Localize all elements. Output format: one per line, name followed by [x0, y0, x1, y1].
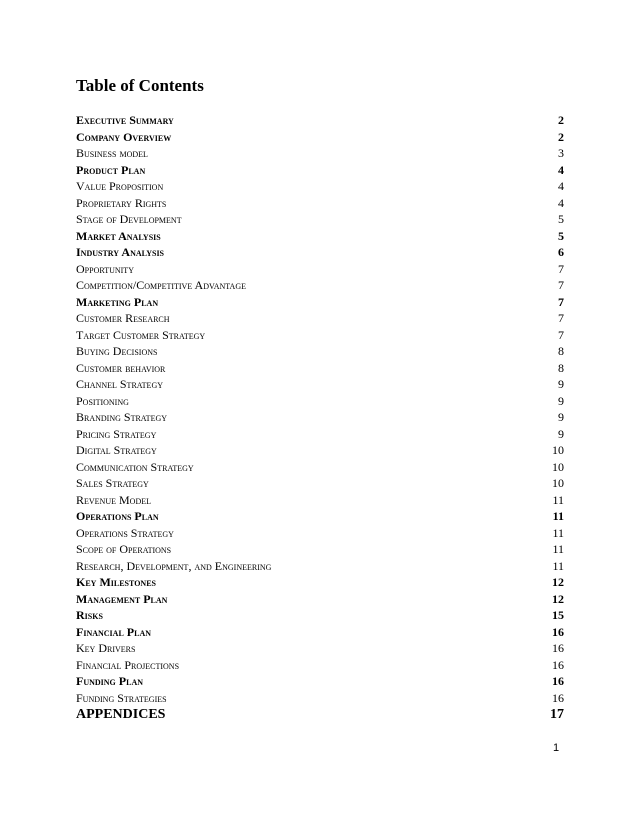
toc-entry-page-number: 11 — [552, 509, 564, 523]
toc-entry-label: Risks — [76, 608, 103, 622]
toc-entry-label: Customer Research — [76, 311, 170, 325]
toc-entry-page-number: 16 — [552, 624, 564, 639]
toc-entry-page-number: 10 — [552, 443, 564, 457]
toc-entry[interactable] — [76, 327, 564, 344]
toc-entry-label: Stage of Development — [76, 212, 182, 226]
toc-entry-page-number: 11 — [552, 492, 564, 507]
toc-entry-label: Customer behavior — [76, 360, 166, 375]
toc-entry-page-number: 16 — [552, 641, 564, 655]
toc-entry-page-number: 9 — [558, 426, 564, 441]
toc-entry[interactable] — [76, 129, 564, 146]
toc-entry-page-number: 11 — [552, 525, 564, 540]
toc-entry-label: Opportunity — [76, 261, 134, 276]
toc-entry-label: Pricing Strategy — [76, 426, 157, 441]
toc-entry-page-number: 9 — [558, 377, 564, 391]
toc-entry[interactable] — [76, 459, 564, 476]
toc-entry-page-number: 16 — [552, 657, 564, 672]
toc-entry[interactable] — [76, 525, 564, 542]
toc-entry[interactable] — [76, 277, 564, 294]
toc-entry-label: Revenue Model — [76, 492, 151, 507]
toc-entry[interactable] — [76, 574, 564, 591]
toc-entry[interactable] — [76, 690, 564, 707]
toc-entry-page-number: 10 — [552, 459, 564, 474]
toc-entry-label: Marketing Plan — [76, 294, 159, 309]
toc-entry[interactable] — [76, 607, 564, 624]
toc-entry-page-number: 8 — [558, 344, 564, 358]
toc-entry-label: Product Plan — [76, 162, 146, 177]
toc-entry-page-number: 11 — [552, 558, 564, 573]
toc-entry-page-number: 7 — [558, 294, 564, 309]
toc-entry[interactable] — [76, 195, 564, 212]
toc-entry-label: Competition/Competitive Advantage — [76, 278, 246, 292]
toc-entry-label: APPENDICES — [76, 707, 166, 722]
toc-entry[interactable] — [76, 657, 564, 674]
toc-entry[interactable] — [76, 244, 564, 261]
toc-entry[interactable] — [76, 558, 564, 575]
toc-entry[interactable] — [76, 508, 564, 525]
toc-entry-page-number: 10 — [552, 476, 564, 490]
toc-entry-label: Executive Summary — [76, 113, 174, 127]
toc-entry[interactable] — [76, 426, 564, 443]
toc-entry[interactable] — [76, 261, 564, 278]
toc-entry-label: Buying Decisions — [76, 344, 158, 358]
toc-entry-label: Company Overview — [76, 129, 172, 144]
toc-entry[interactable] — [76, 112, 564, 129]
toc-entry[interactable] — [76, 343, 564, 360]
toc-entry-label: Management Plan — [76, 591, 168, 606]
toc-entry[interactable] — [76, 145, 564, 162]
toc-entry-page-number: 7 — [558, 311, 564, 325]
toc-entry-page-number: 7 — [558, 327, 564, 342]
toc-entry-label: Digital Strategy — [76, 443, 157, 457]
toc-entry-label: Funding Strategies — [76, 690, 167, 705]
toc-entry-label: Positioning — [76, 393, 129, 408]
toc-entry-label: Proprietary Rights — [76, 195, 167, 210]
toc-entry[interactable] — [76, 706, 564, 724]
toc-entry-label: Financial Projections — [76, 657, 180, 672]
toc-entry[interactable] — [76, 640, 564, 657]
toc-entry-label: Research, Development, and Engineering — [76, 558, 272, 573]
toc-entry[interactable] — [76, 162, 564, 179]
toc-entry-page-number: 8 — [558, 360, 564, 375]
toc-entry-label: Operations Strategy — [76, 525, 174, 540]
toc-entry-page-number: 3 — [558, 146, 564, 160]
toc-entry[interactable] — [76, 475, 564, 492]
toc-entry-page-number: 11 — [552, 542, 564, 556]
toc-entry-page-number: 4 — [558, 195, 564, 210]
toc-entry-label: Market Analysis — [76, 228, 161, 243]
toc-entry-page-number: 16 — [552, 674, 564, 688]
toc-entry[interactable] — [76, 442, 564, 459]
toc-entry-page-number: 4 — [558, 179, 564, 193]
toc-entry-label: Key Drivers — [76, 641, 136, 655]
toc-entry-page-number: 15 — [552, 608, 564, 622]
toc-entry-page-number: 7 — [558, 261, 564, 276]
toc-entry[interactable] — [76, 376, 564, 393]
toc-entry-page-number: 9 — [558, 410, 564, 424]
toc-entry-label: Value Proposition — [76, 179, 164, 193]
toc-entry[interactable] — [76, 211, 564, 228]
toc-entry[interactable] — [76, 624, 564, 641]
toc-entry-label: Funding Plan — [76, 674, 143, 688]
toc-entry-label: Financial Plan — [76, 624, 151, 639]
toc-entry-label: Branding Strategy — [76, 410, 168, 424]
page-title: Table of Contents — [76, 76, 204, 95]
toc-entry[interactable] — [76, 541, 564, 558]
toc-entry[interactable] — [76, 492, 564, 509]
toc-entry-page-number: 12 — [552, 591, 564, 606]
toc-entry-page-number: 12 — [552, 575, 564, 589]
toc-entry[interactable] — [76, 409, 564, 426]
page-number: 1 — [553, 742, 560, 754]
toc-entry[interactable] — [76, 360, 564, 377]
toc-entry[interactable] — [76, 294, 564, 311]
toc-entry-label: Communication Strategy — [76, 459, 194, 474]
toc-entry-page-number: 16 — [552, 690, 564, 705]
toc-entry-page-number: 9 — [558, 393, 564, 408]
toc-entry-label: Industry Analysis — [76, 245, 165, 259]
toc-entry-label: Operations Plan — [76, 509, 159, 523]
toc-entry-label: Sales Strategy — [76, 476, 149, 490]
toc-entry-label: Target Customer Strategy — [76, 327, 206, 342]
toc-entry[interactable] — [76, 673, 564, 690]
toc-entry[interactable] — [76, 591, 564, 608]
toc-entry-page-number: 5 — [558, 228, 564, 243]
toc-entry[interactable] — [76, 393, 564, 410]
toc-entry-label: Key Milestones — [76, 575, 156, 589]
toc-entry-page-number: 6 — [558, 245, 564, 259]
toc-entry-page-number: 2 — [558, 129, 564, 144]
table-of-contents — [76, 112, 564, 724]
toc-entry[interactable] — [76, 228, 564, 245]
toc-entry-label: Scope of Operations — [76, 542, 172, 556]
toc-entry-label: Business model — [76, 146, 148, 160]
toc-entry-page-number: 2 — [558, 113, 564, 127]
toc-entry-page-number: 17 — [550, 707, 564, 722]
toc-entry[interactable] — [76, 178, 564, 195]
toc-entry[interactable] — [76, 310, 564, 327]
toc-entry-label: Channel Strategy — [76, 377, 164, 391]
toc-entry-page-number: 5 — [558, 212, 564, 226]
toc-entry-page-number: 7 — [558, 278, 564, 292]
toc-entry-page-number: 4 — [558, 162, 564, 177]
